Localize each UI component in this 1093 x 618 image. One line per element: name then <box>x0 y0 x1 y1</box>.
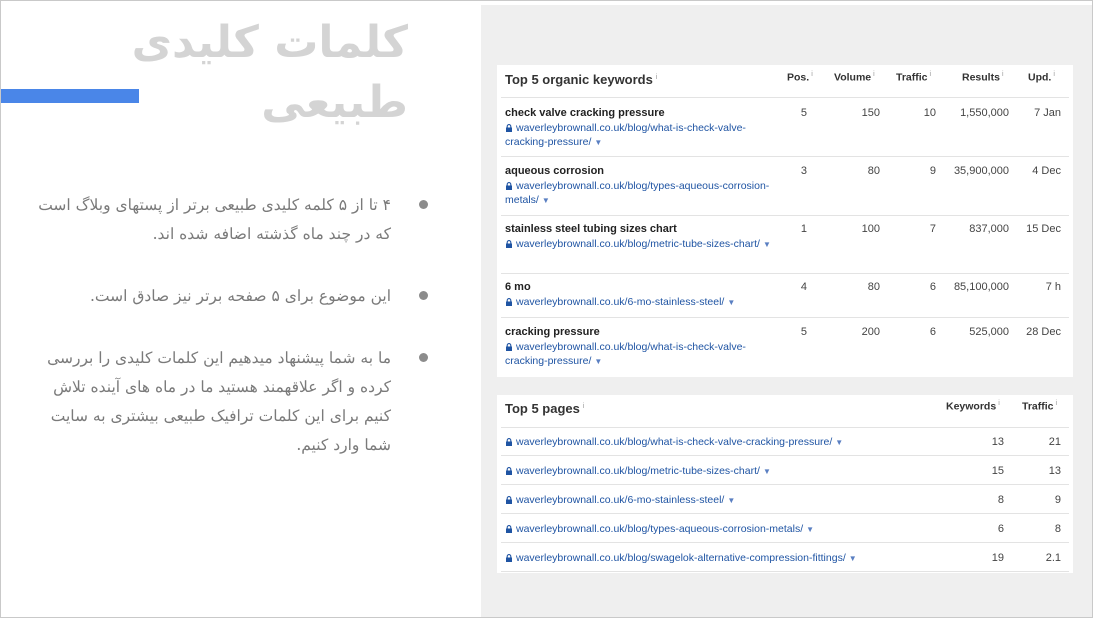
pos-value: 3 <box>800 165 807 177</box>
results-value: 525,000 <box>969 326 1009 338</box>
caret-down-icon[interactable]: ▼ <box>835 438 844 447</box>
lock-icon <box>505 240 513 248</box>
traffic-value: 9 <box>1054 494 1061 506</box>
bullet-item <box>29 282 431 311</box>
traffic-value: 9 <box>929 165 936 177</box>
results-value: 85,100,000 <box>953 281 1009 293</box>
title-accent-bar <box>1 89 139 103</box>
lock-icon <box>505 525 513 533</box>
caret-down-icon[interactable]: ▼ <box>848 554 857 563</box>
keywords-value: 13 <box>991 436 1004 448</box>
info-icon[interactable]: i <box>929 71 932 78</box>
pos-value: 5 <box>800 107 807 119</box>
keyword-text: cracking pressure <box>505 326 600 338</box>
volume-value: 80 <box>867 165 880 177</box>
lock-icon <box>505 438 513 446</box>
lock-icon <box>505 124 513 132</box>
row-divider <box>501 513 1069 514</box>
upd-value: 4 Dec <box>1032 165 1061 177</box>
row-divider <box>501 455 1069 456</box>
caret-down-icon[interactable]: ▼ <box>594 357 603 366</box>
volume-value: 200 <box>861 326 880 338</box>
col-header-upd[interactable]: Upd. $^i$ <box>1028 71 1055 84</box>
volume-value: 80 <box>867 281 880 293</box>
volume-value: 150 <box>861 107 880 119</box>
lock-icon <box>505 496 513 504</box>
slide-title: کلمات کلیدی طبیعی <box>131 17 408 128</box>
keyword-text: aqueous corrosion <box>505 165 605 177</box>
seo-report-screenshot <box>481 5 1092 617</box>
upd-value: 15 Dec <box>1026 223 1061 235</box>
traffic-value: 2.1 <box>1045 552 1061 564</box>
page-url-link[interactable]: waverleybrownall.co.uk/blog/types-aqueous-corrosion-metals/ ▼ <box>505 523 814 535</box>
pos-value: 4 <box>800 281 807 293</box>
traffic-value: 6 <box>929 281 936 293</box>
traffic-value: 10 <box>923 107 936 119</box>
info-icon[interactable]: i <box>1053 71 1055 78</box>
info-icon[interactable]: i <box>998 400 1000 407</box>
keyword-text: check valve cracking pressure <box>505 107 665 119</box>
row-divider <box>501 156 1069 157</box>
row-divider <box>501 427 1069 428</box>
lock-icon <box>505 343 513 351</box>
info-icon[interactable]: i <box>655 73 658 81</box>
row-divider <box>501 571 1069 572</box>
results-value: 1,550,000 <box>960 107 1009 119</box>
traffic-value: 13 <box>1048 465 1061 477</box>
results-value: 35,900,000 <box>953 165 1009 177</box>
page-url-link[interactable]: waverleybrownall.co.uk/blog/metric-tube-sizes-chart/ ▼ <box>505 465 771 477</box>
organic-keywords-title: Top 5 organic keywords $^i$ <box>505 72 658 87</box>
lock-icon <box>505 554 513 562</box>
bullet-item <box>29 344 431 460</box>
upd-value: 7 h <box>1045 281 1061 293</box>
caret-down-icon[interactable]: ▼ <box>727 496 736 505</box>
keyword-text: stainless steel tubing sizes chart <box>505 223 677 235</box>
row-divider <box>501 542 1069 543</box>
caret-down-icon[interactable]: ▼ <box>594 138 603 147</box>
keyword-url-link[interactable]: waverleybrownall.co.uk/blog/metric-tube-sizes-chart/ ▼ <box>505 237 775 252</box>
traffic-value: 7 <box>929 223 936 235</box>
traffic-value: 8 <box>1054 523 1061 535</box>
row-divider <box>501 484 1069 485</box>
upd-value: 7 Jan <box>1034 107 1061 119</box>
info-icon[interactable]: i <box>1055 400 1058 407</box>
keyword-text: 6 mo <box>505 281 531 293</box>
page-url-link[interactable]: waverleybrownall.co.uk/blog/swagelok-alternative-compression-fittings/ ▼ <box>505 552 857 564</box>
keywords-value: 6 <box>997 523 1004 535</box>
pos-value: 1 <box>800 223 807 235</box>
col-header-traffic[interactable]: Traffic $^i$ <box>896 71 932 84</box>
caret-down-icon[interactable]: ▼ <box>762 467 771 476</box>
info-icon[interactable]: i <box>1001 71 1004 78</box>
bullet-text: ما به شما پیشنهاد میدهیم این کلمات کلیدی را بررسی کرده و اگر علاقهمند هستید ما در ماه های آینده تلاش کنیم برای این کلمات ترافیک طبیعی بیشتری به سایت شما وارد کنیم. <box>47 349 391 454</box>
keyword-url-link[interactable]: waverleybrownall.co.uk/blog/what-is-check-valve-cracking-pressure/ ▼ <box>505 341 746 367</box>
caret-down-icon[interactable]: ▼ <box>806 525 815 534</box>
page-url-link[interactable]: waverleybrownall.co.uk/6-mo-stainless-steel/ ▼ <box>505 494 735 506</box>
bullet-icon <box>419 291 428 300</box>
pos-value: 5 <box>800 326 807 338</box>
organic-keywords-panel <box>497 65 1073 377</box>
bullet-item <box>29 191 431 249</box>
row-divider <box>501 273 1069 274</box>
keyword-url-link[interactable]: waverleybrownall.co.uk/6-mo-stainless-steel/ ▼ <box>505 295 805 310</box>
caret-down-icon[interactable]: ▼ <box>762 240 771 249</box>
upd-value: 28 Dec <box>1026 326 1061 338</box>
col-header-results[interactable]: Results $^i$ <box>962 71 1004 84</box>
bullet-text: این موضوع برای ۵ صفحه برتر نیز صادق است. <box>89 287 391 305</box>
col-header-keywords[interactable]: Keywords $^i$ <box>946 400 1000 413</box>
bullet-icon <box>419 353 428 362</box>
bullet-list <box>29 191 431 493</box>
keyword-url-link[interactable]: waverleybrownall.co.uk/blog/types-aqueous-corrosion-metals/ ▼ <box>505 180 770 206</box>
traffic-value: 21 <box>1048 436 1061 448</box>
row-divider <box>501 97 1069 98</box>
bullet-icon <box>419 200 428 209</box>
results-value: 837,000 <box>969 223 1009 235</box>
keywords-value: 15 <box>991 465 1004 477</box>
info-icon[interactable]: i <box>811 71 813 78</box>
lock-icon <box>505 298 513 306</box>
row-divider <box>501 317 1069 318</box>
caret-down-icon[interactable]: ▼ <box>727 298 736 307</box>
row-divider <box>501 215 1069 216</box>
top-pages-title: Top 5 pages $^i$ <box>505 401 585 416</box>
keywords-value: 8 <box>997 494 1004 506</box>
top-pages-panel <box>497 395 1073 573</box>
info-icon[interactable]: i <box>873 71 875 78</box>
info-icon[interactable]: i <box>582 402 585 410</box>
traffic-value: 6 <box>929 326 936 338</box>
caret-down-icon[interactable]: ▼ <box>541 196 550 205</box>
col-header-volume[interactable]: Volume $^i$ <box>834 71 875 84</box>
page-url-link[interactable]: waverleybrownall.co.uk/blog/what-is-check-valve-cracking-pressure/ ▼ <box>505 436 843 448</box>
col-header-pos[interactable]: Pos. $^i$ <box>787 71 813 84</box>
volume-value: 100 <box>861 223 880 235</box>
col-header-pages-traffic[interactable]: Traffic $^i$ <box>1022 400 1058 413</box>
bullet-text: ۴ تا از ۵ کلمه کلیدی طبیعی برتر از پستهای وبلاگ است که در چند ماه گذشته اضافه شده اند. <box>38 196 391 243</box>
keywords-value: 19 <box>991 552 1004 564</box>
keyword-url-link[interactable]: waverleybrownall.co.uk/blog/what-is-check-valve-cracking-pressure/ ▼ <box>505 122 746 148</box>
lock-icon <box>505 467 513 475</box>
lock-icon <box>505 182 513 190</box>
